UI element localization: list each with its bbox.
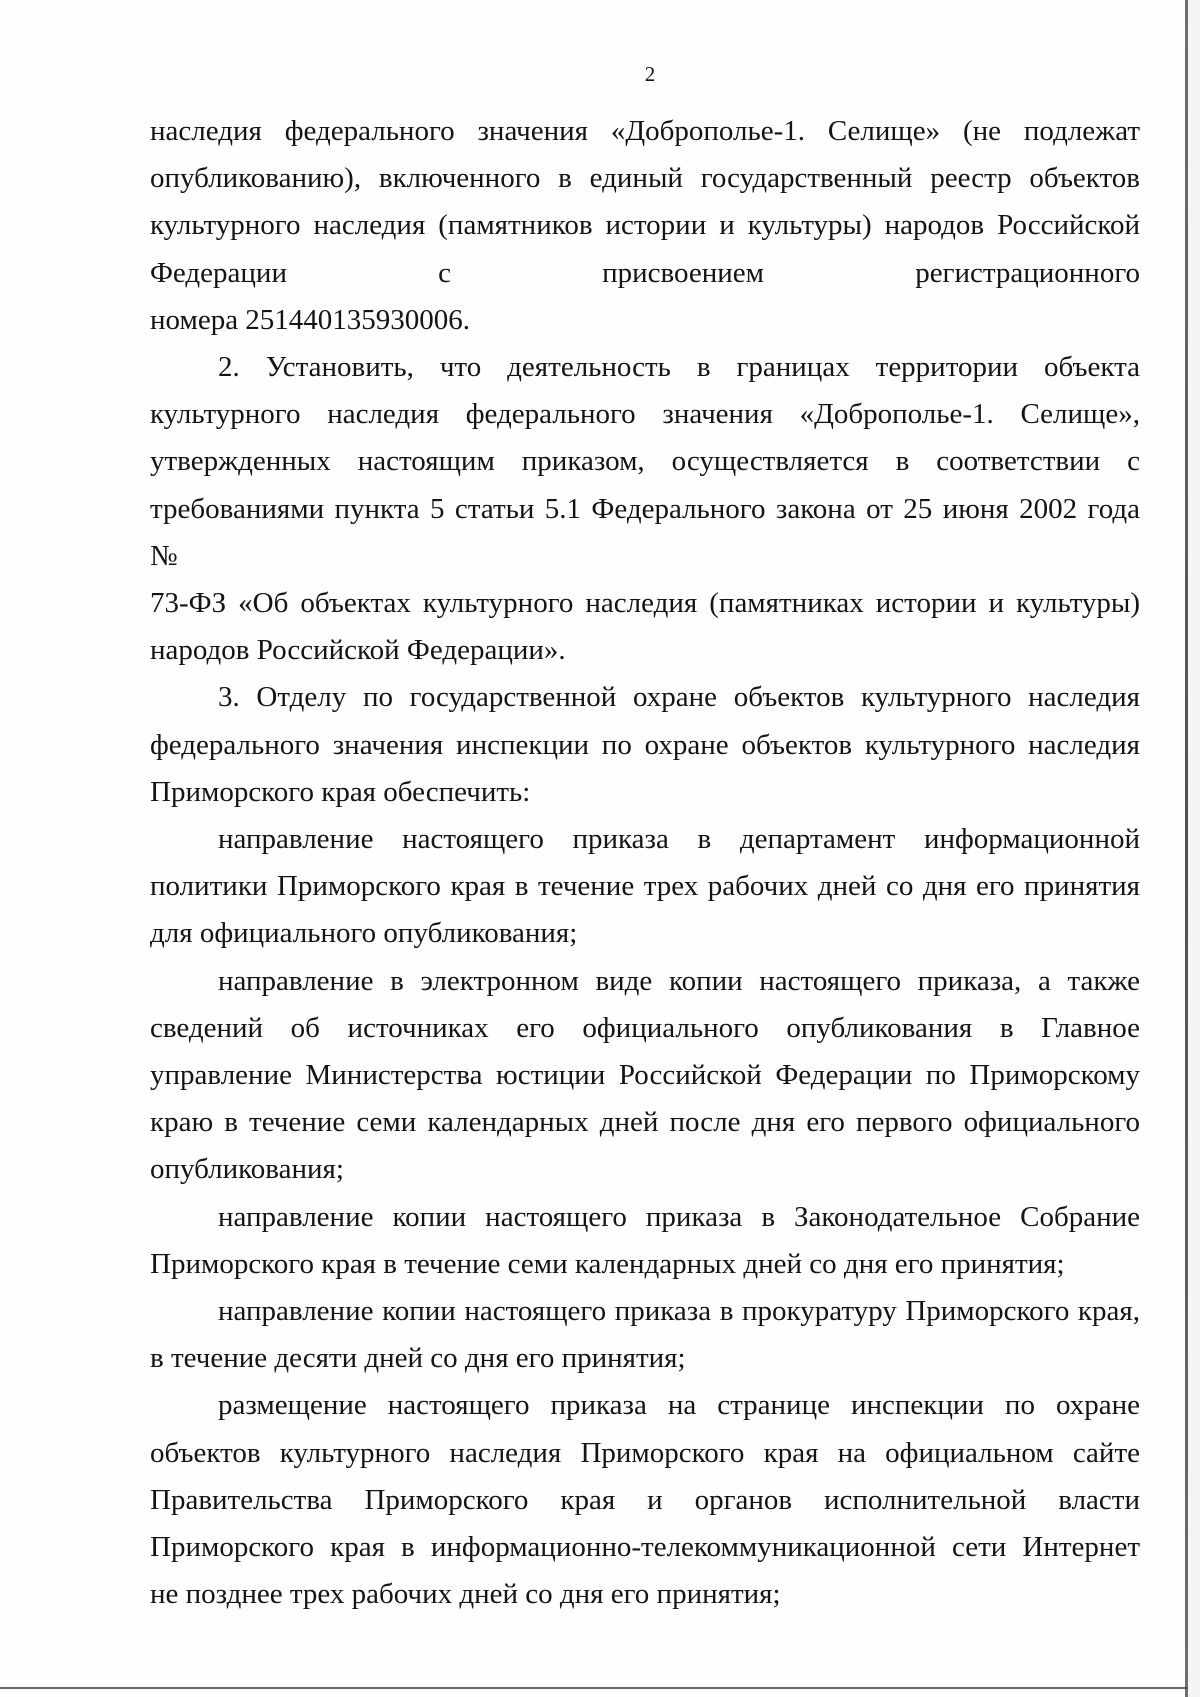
paragraph-subitem-prosecutor: [150, 1288, 1140, 1382]
text-line: направление копии настоящего приказа в Законодательное Собрание: [218, 1200, 1140, 1233]
text-line: 2. Установить, что деятельность в границах территории объекта: [218, 351, 1140, 384]
paragraph-item-2: [150, 344, 1140, 674]
text-line: не позднее трех рабочих дней со дня его принятия;: [150, 1578, 781, 1611]
text-line: сведений об источниках его официального опубликования в Главное: [150, 1011, 1140, 1044]
text-line: культурного наследия федерального значения «Доброполье-1. Селище»,: [150, 398, 1140, 431]
text-line: размещение настоящего приказа на странице инспекции по охране: [218, 1389, 1140, 1422]
text-line: направление в электронном виде копии настоящего приказа, а также: [218, 964, 1140, 997]
text-line: Приморского края обеспечить:: [150, 775, 531, 808]
text-line: 3. Отделу по государственной охране объектов культурного наследия: [218, 681, 1140, 714]
text-line: опубликованию), включенного в единый государственный реестр объектов: [150, 162, 1140, 195]
text-line: Приморского края в информационно-телекоммуникационной сети Интернет: [150, 1531, 1140, 1564]
text-line: в течение десяти дней со дня его принятия;: [150, 1342, 686, 1375]
text-line: для официального опубликования;: [150, 917, 578, 950]
text-line: Приморского края в течение семи календарных дней со дня его принятия;: [150, 1247, 1065, 1280]
paragraph-subitem-publication: [150, 816, 1140, 958]
text-line: политики Приморского края в течение трех рабочих дней со дня его принятия: [150, 870, 1140, 903]
text-line: федерального значения инспекции по охране объектов культурного наследия: [150, 728, 1140, 761]
text-line: управление Министерства юстиции Российской Федерации по Приморскому: [150, 1059, 1140, 1092]
paragraph-continuation: [150, 108, 1140, 344]
scan-right-margin: [1188, 0, 1200, 1697]
text-line: краю в течение семи календарных дней после дня его первого официального: [150, 1106, 1140, 1139]
document-body: [150, 108, 1140, 1619]
text-line: Федерации с присвоением регистрационного: [150, 256, 1140, 289]
text-line: культурного наследия (памятников истории и культуры) народов Российской: [150, 209, 1140, 242]
text-line: объектов культурного наследия Приморского края на официальном сайте: [150, 1436, 1140, 1469]
paragraph-subitem-website: [150, 1382, 1140, 1618]
text-line: 73-ФЗ «Об объектах культурного наследия (памятниках истории и культуры): [150, 587, 1140, 620]
text-line: народов Российской Федерации».: [150, 634, 566, 667]
paragraph-subitem-assembly: [150, 1194, 1140, 1288]
text-line: утвержденных настоящим приказом, осуществляется в соответствии с: [150, 445, 1140, 478]
scan-right-edge-shadow: [1185, 0, 1188, 1697]
text-line: Правительства Приморского края и органов исполнительной власти: [150, 1483, 1140, 1516]
text-line: опубликования;: [150, 1153, 344, 1186]
text-line: наследия федерального значения «Доброполье-1. Селище» (не подлежат: [150, 115, 1140, 147]
text-line: направление копии настоящего приказа в прокуратуру Приморского края,: [218, 1295, 1140, 1328]
text-line: требованиями пункта 5 статьи 5.1 Федерального закона от 25 июня 2002 года №: [150, 492, 1140, 572]
text-line: направление настоящего приказа в департамент информационной: [218, 823, 1140, 856]
page-number: 2: [644, 62, 656, 86]
paragraph-subitem-ministry: [150, 958, 1140, 1194]
paragraph-item-3: [150, 674, 1140, 816]
scan-bottom-edge-line: [0, 1687, 1188, 1689]
text-line: номера 251440135930006.: [150, 303, 471, 336]
